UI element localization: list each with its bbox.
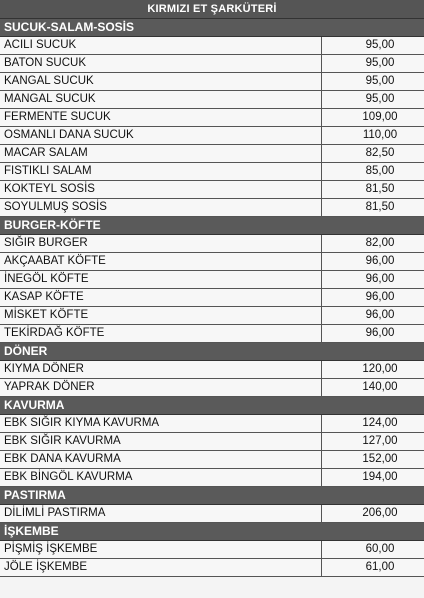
- item-price: 110,00: [362, 129, 398, 141]
- section-header: KAVURMA: [0, 397, 424, 415]
- item-price: 194,00: [362, 471, 398, 483]
- item-name: FISTIKLI SALAM: [0, 163, 322, 180]
- item-price: 109,00: [362, 111, 398, 123]
- item-name: OSMANLI DANA SUCUK: [0, 127, 322, 144]
- table-row: [0, 361, 424, 379]
- item-name: KANGAL SUCUK: [0, 73, 322, 90]
- item-price: 140,00: [362, 381, 398, 393]
- table-row: [0, 505, 424, 523]
- table-row: [0, 415, 424, 433]
- item-price: 81,50: [365, 201, 395, 213]
- item-price: 95,00: [365, 39, 395, 51]
- table-row: [0, 163, 424, 181]
- table-row: [0, 271, 424, 289]
- item-name: SOYULMUŞ SOSİS: [0, 199, 322, 216]
- list-title: KIRMIZI ET ŞARKÜTERİ: [0, 0, 424, 19]
- item-price: 120,00: [362, 363, 398, 375]
- item-name: İNEGÖL KÖFTE: [0, 271, 322, 288]
- section-header: İŞKEMBE: [0, 523, 424, 541]
- item-name: TEKİRDAĞ KÖFTE: [0, 325, 322, 342]
- item-name: BATON SUCUK: [0, 55, 322, 72]
- item-name: MACAR SALAM: [0, 145, 322, 162]
- item-name: MİSKET KÖFTE: [0, 307, 322, 324]
- table-row: [0, 55, 424, 73]
- table-row: [0, 307, 424, 325]
- item-price: 152,00: [362, 453, 398, 465]
- table-row: [0, 541, 424, 559]
- table-row: [0, 199, 424, 217]
- item-name: JÖLE İŞKEMBE: [0, 559, 322, 576]
- table-row: [0, 145, 424, 163]
- item-name: KOKTEYL SOSİS: [0, 181, 322, 198]
- item-price: 206,00: [362, 507, 398, 519]
- item-price: 81,50: [365, 183, 395, 195]
- table-row: [0, 433, 424, 451]
- table-row: [0, 235, 424, 253]
- item-price: 96,00: [365, 291, 395, 303]
- item-name: AKÇAABAT KÖFTE: [0, 253, 322, 270]
- item-price: 61,00: [365, 561, 395, 573]
- item-price: 96,00: [365, 309, 395, 321]
- table-row: [0, 37, 424, 55]
- item-name: EBK DANA KAVURMA: [0, 451, 322, 468]
- bottom-padding: [0, 577, 424, 598]
- item-price: 82,00: [365, 237, 395, 249]
- table-row: [0, 181, 424, 199]
- table-row: [0, 469, 424, 487]
- item-name: DİLİMLİ PASTIRMA: [0, 505, 322, 522]
- table-row: [0, 559, 424, 577]
- section-header: BURGER-KÖFTE: [0, 217, 424, 235]
- item-price: 96,00: [365, 255, 395, 267]
- item-name: KIYMA DÖNER: [0, 361, 322, 378]
- table-row: [0, 91, 424, 109]
- section-header: SUCUK-SALAM-SOSİS: [0, 19, 424, 37]
- item-name: EBK SIĞIR KIYMA KAVURMA: [0, 415, 322, 432]
- item-price: 95,00: [365, 93, 395, 105]
- section-header: PASTIRMA: [0, 487, 424, 505]
- table-row: [0, 289, 424, 307]
- item-name: YAPRAK DÖNER: [0, 379, 322, 396]
- section-header: DÖNER: [0, 343, 424, 361]
- table-row: [0, 253, 424, 271]
- item-price: 85,00: [365, 165, 395, 177]
- item-price: 127,00: [362, 435, 398, 447]
- item-price: 95,00: [365, 75, 395, 87]
- item-price: 60,00: [365, 543, 395, 555]
- item-name: MANGAL SUCUK: [0, 91, 322, 108]
- item-name: FERMENTE SUCUK: [0, 109, 322, 126]
- item-price: 124,00: [362, 417, 398, 429]
- item-name: ACILI SUCUK: [0, 37, 322, 54]
- table-row: [0, 325, 424, 343]
- table-row: [0, 109, 424, 127]
- item-name: PİŞMİŞ İŞKEMBE: [0, 541, 322, 558]
- item-price: 95,00: [365, 57, 395, 69]
- item-name: SIĞIR BURGER: [0, 235, 322, 252]
- table-row: [0, 127, 424, 145]
- item-price: 96,00: [365, 273, 395, 285]
- table-row: [0, 379, 424, 397]
- table-row: [0, 451, 424, 469]
- item-name: EBK SIĞIR KAVURMA: [0, 433, 322, 450]
- sections-container: [0, 19, 424, 577]
- item-price: 96,00: [365, 327, 395, 339]
- item-name: KASAP KÖFTE: [0, 289, 322, 306]
- item-name: EBK BİNGÖL KAVURMA: [0, 469, 322, 486]
- table-row: [0, 73, 424, 91]
- item-price: 82,50: [365, 147, 395, 159]
